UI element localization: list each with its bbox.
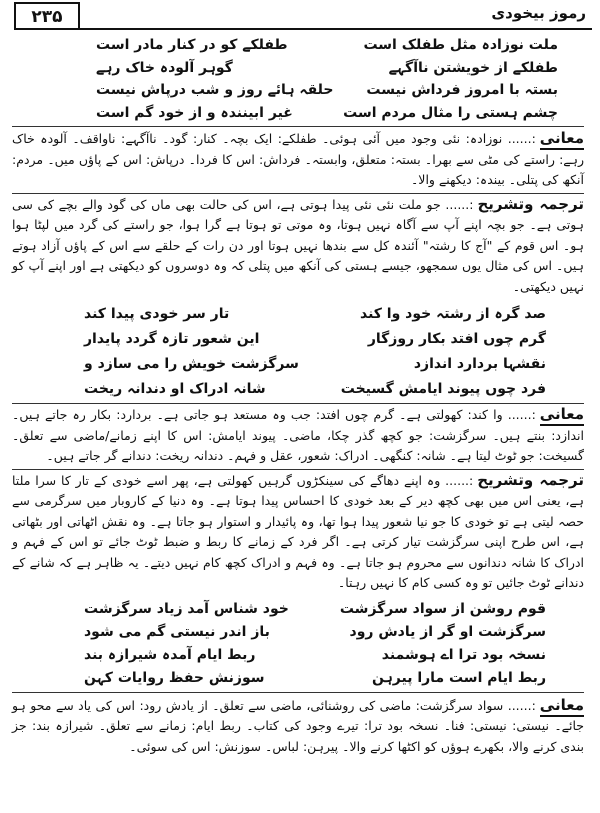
verse-first-hemistich: نقشہا بردارد اندازد <box>413 355 546 372</box>
label-dots: :...... <box>507 131 536 146</box>
translation-line: کے بعد خودی کا احساس پیدا ہوتا ہے۔ وہ دنیا کے کاروبار میں سرگرمی سے حصہ لیتی ہے تو خودی کا جو نیا شعور پیدا ہوا تھا، وہ پائیدار و <box>12 493 584 529</box>
meanings-line: نوزادہ: نئی وجود میں آئی ہوئی۔ طفلکے: ایک بچہ۔ کنار: گود۔ ناآگہے: ناواقف۔ آلودہ خاک رہے: راستے کی مٹی <box>12 131 584 167</box>
verse-first-hemistich: طفلکے از خویشتن ناآگہے <box>388 59 558 76</box>
meanings-label: معانی <box>540 129 584 150</box>
section-divider <box>12 692 584 693</box>
meanings-line: فنا۔ نسخہ بود ترا: تیرے وجود کی کتاب۔ ربط ایام: زمانے سے تعلق۔ شیرازہ بند: جز بندی کرنے والا، بکھرے ہوؤں کو اکٹھا کرنے والا۔ <box>12 718 584 754</box>
label-dots: :...... <box>445 196 474 212</box>
translation-label: ترجمہ وتشریح <box>477 470 584 489</box>
verse-second-hemistich: غیر ابینندہ و از خود گم است <box>96 104 293 121</box>
translation-label: ترجمہ وتشریح <box>477 194 584 213</box>
meanings-paragraph-1 <box>12 129 584 191</box>
page-content <box>12 32 584 757</box>
verse-couplet <box>12 102 584 125</box>
translation-line: آگاہ نہیں ہوتا، وہ موتی تو ہوتا ہے گرا ہوا، جو راستے کی گرد میں لپٹا ہوا ہو۔ اس قوم کے "آج کا رشتہ" آئندہ کل سے بندھا نہیں ہوتا اور <box>12 217 584 253</box>
verse-couplet <box>12 351 584 376</box>
section-divider <box>12 469 584 470</box>
page-header <box>8 2 592 30</box>
verse-stanza-1 <box>12 34 584 124</box>
verse-couplet <box>12 301 584 326</box>
meanings-line: پیرہن: لباس۔ سوزنش: اس کی سوئی۔ <box>129 738 339 754</box>
verse-couplet <box>12 621 584 644</box>
verse-first-hemistich: ربط ایام است مارا پیرہن <box>371 670 546 686</box>
verse-first-hemistich: نسخہ بود ترا اے ہوشمند <box>381 647 546 663</box>
verse-second-hemistich: گوہر آلودہ خاک رہے <box>96 59 233 76</box>
meanings-line: سواد سرگزشت: ماضی کی روشنائی، ماضی سے تعلق۔ از یادش رود: اس کی یاد سے محو ہو جائے۔ نیستی: نیستی: <box>12 697 584 733</box>
label-dots: :...... <box>507 697 536 713</box>
translation-line: کے فہم و ادراک کا شانہ دندانوں سے محروم ہو جاتا ہے۔ وہ فہم و ادراک کچھ کام نہیں دیتے۔ یہ ظاہر ہے کہ شانے کے دندانے ٹوٹ جائیں تو <box>12 534 584 590</box>
translation-line: دن رات کے حلقے سے اس کے پاؤں آزاد ہوتے ہیں۔ اس کی مثال یوں سمجھو، جیسے ہستی کی آنکھ میں پتلی کہ وہ دوسروں کو دیکھتی ہے اور <box>12 237 584 273</box>
section-divider <box>12 126 584 127</box>
meanings-line: سے بھرا۔ بستہ: متعلق، وابستہ۔ فرداش: اس کا فردا۔ درپاش: اس کے پاؤں میں۔ مردم: آنکھ کی پتلی۔ بیندہ: دیکھنے والا۔ <box>12 151 584 187</box>
translation-line: اپنے آپ کو نہیں دیکھتی۔ <box>12 258 584 294</box>
verse-second-hemistich: طفلکے کو در کنار مادر است <box>96 37 288 54</box>
verse-couplet <box>12 376 584 401</box>
meanings-paragraph-2 <box>12 405 584 467</box>
verse-first-hemistich: قوم روشن از سواد سرگزشت <box>339 601 546 617</box>
running-title: رموز بیخودی <box>491 4 586 22</box>
meanings-label: معانی <box>540 405 584 426</box>
meanings-line: عقل و فہم۔ دندانہ ریخت: دندانے گر جاتے ہیں۔ <box>46 448 294 463</box>
verse-couplet <box>12 79 584 102</box>
verse-first-hemistich: صد گرہ از رشتہ خود وا کند <box>359 305 546 322</box>
meanings-paragraph-3 <box>12 696 584 758</box>
verse-second-hemistich: تار سر خودی پیدا کند <box>84 305 230 322</box>
section-divider <box>12 403 584 404</box>
verse-first-hemistich: سرگزشت او گر از یادش رود <box>349 624 546 640</box>
verse-couplet <box>12 34 584 57</box>
verse-first-hemistich: گرم چوں افتد بکار روزگار <box>367 330 546 347</box>
verse-couplet <box>12 598 584 621</box>
verse-couplet <box>12 326 584 351</box>
verse-second-hemistich: ربط ایام آمدہ شیرازہ بند <box>84 647 256 663</box>
header-rule <box>14 28 592 30</box>
translation-line: وہ کسی کام کا نہیں رہتا۔ <box>337 575 479 590</box>
verse-first-hemistich: چشم ہستی را مثال مردم است <box>343 104 558 121</box>
translation-line: وہ اپنے دھاگے کی سینکڑوں گرہیں کھولتی ہے، پھر اسے خودی کے تار کا سرا ملتا ہے، یعنی اس میں بھی کچھ دیر <box>12 472 584 508</box>
meanings-line: وا کند: کھولتی ہے۔ گرم چوں افتد: جب وہ مستعد ہو جاتی ہے۔ بردارد: بکار رہ جاتے ہیں۔ اندازد: بنتے ہیں۔ <box>12 407 584 443</box>
verse-couplet <box>12 644 584 667</box>
verse-first-hemistich: بستہ با امروز فرداش نیست <box>366 82 558 99</box>
verse-couplet <box>12 667 584 690</box>
translation-paragraph-2 <box>12 471 584 594</box>
verse-second-hemistich: این شعور تازہ گردد پایدار <box>84 330 260 347</box>
verse-second-hemistich: شانہ ادراک او دندانہ ریخت <box>84 380 266 397</box>
translation-line: جو ملت نئی نئی پیدا ہوتی ہے، اس کی حالت بھی ماں کی گود والے بچے کی سی ہوتی ہے۔ جو بچہ اپنے آپ سے <box>12 196 584 232</box>
meanings-label: معانی <box>540 696 584 717</box>
verse-second-hemistich: خود شناس آمد زیاد سرگزشت <box>84 601 289 617</box>
verse-couplet <box>12 57 584 80</box>
verse-stanza-2 <box>12 301 584 401</box>
verse-stanza-3 <box>12 598 584 690</box>
translation-paragraph-1 <box>12 195 584 298</box>
verse-first-hemistich: ملت نوزادہ مثل طفلک است <box>363 37 558 54</box>
translation-line: استوار ہو جاتا ہے۔ وہ نقش اٹھاتی اور بٹھاتی ہے، اس طرح اپنی سرگزشت تیار کرتی ہے۔ اگر فرد کے زمانے کا ربط و ضبط ٹوٹ جائے تو اس <box>12 513 584 549</box>
label-dots: :...... <box>445 472 474 488</box>
verse-second-hemistich: سرگزشت خویش را می سازد و <box>84 355 299 372</box>
label-dots: :...... <box>507 407 536 422</box>
verse-second-hemistich: سوزنش حفظ روایات کہن <box>84 670 265 686</box>
verse-second-hemistich: حلقہ ہائے روز و شب درپاش نیست <box>96 82 334 99</box>
verse-first-hemistich: فرد چوں پیوند ایامش گسیخت <box>340 380 546 397</box>
meanings-line: سرگزشت: جو کچھ گذر چکا، ماضی۔ پیوند ایامش: اس کا اپنے زمانے/ماضی سے تعلق۔ گسیخت: جو ٹوٹ لیتا ہے۔ شانہ: کنگھی۔ ادراک: شعور، <box>12 427 584 463</box>
section-divider <box>12 193 584 194</box>
verse-second-hemistich: باز اندر نیستی گم می شود <box>84 624 270 640</box>
page-number: ۲۳۵ <box>14 2 80 30</box>
